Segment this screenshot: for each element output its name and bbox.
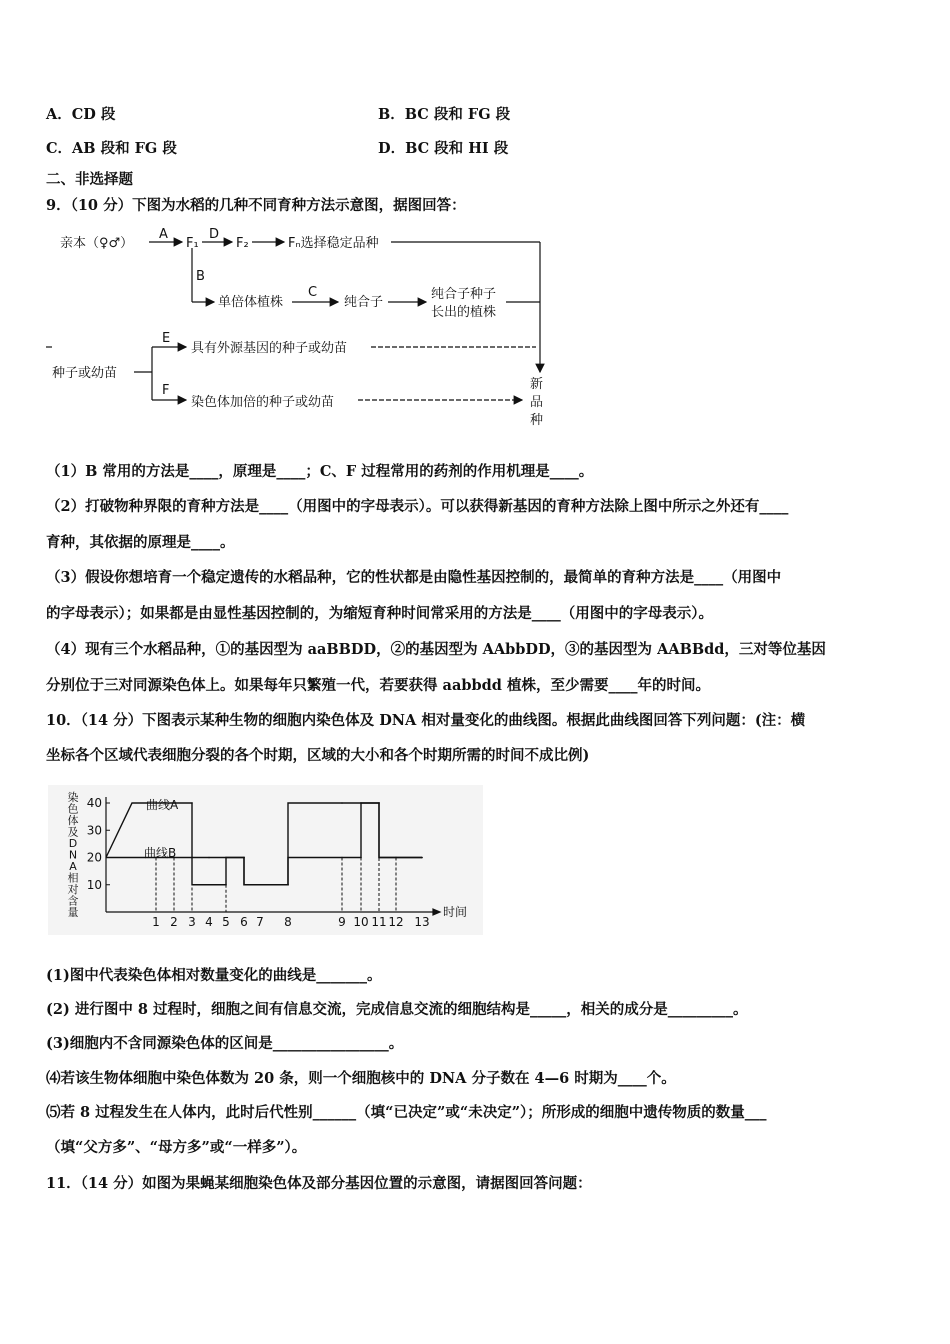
label-a: A [159, 227, 168, 242]
f1-label: F₁ [186, 236, 199, 251]
label-d: D [209, 227, 220, 242]
q10-p5b: （填“父方多”、“母方多”或“一样多”）。 [46, 1139, 307, 1156]
q10-stem-b: 坐标各个区域代表细胞分裂的各个时期，区域的大小和各个时期所需的时间不成比例) [46, 747, 590, 764]
data-point [395, 857, 397, 859]
new-variety-1: 新 [530, 377, 544, 392]
x-tick-label: 4 [205, 915, 213, 929]
x-tick-label: 1 [152, 915, 160, 929]
data-point [360, 857, 362, 859]
data-point [208, 884, 210, 886]
x-tick-label: 7 [256, 915, 264, 929]
q10-stem-a: 10．（14 分）下图表示某种生物的细胞内染色体及 DNA 相对量变化的曲线图。根据此曲线图回答下列问题：(注：横 [46, 712, 806, 729]
data-point [341, 857, 343, 859]
q9-stem: 9．（10 分）下图为水稻的几种不同育种方法示意图，据图回答： [46, 197, 466, 214]
y-tick-label: 20 [86, 850, 102, 865]
pure-seed-label-2: 长出的植株 [431, 305, 497, 320]
y-axis-label-char: 及 [67, 825, 79, 839]
x-tick-label: 8 [284, 915, 292, 929]
x-tick-label: 13 [414, 915, 430, 929]
section-heading: 二、非选择题 [46, 171, 133, 188]
label-e: E [162, 331, 171, 346]
data-point [191, 857, 193, 859]
x-axis-label: 时间 [443, 905, 468, 919]
q11-stem: 11．（14 分）如图为果蝇某细胞染色体及部分基因位置的示意图，请据图回答问题： [46, 1175, 592, 1192]
e-text: 具有外源基因的种子或幼苗 [191, 341, 348, 356]
x-tick-label: 9 [338, 915, 346, 929]
option-c: C．AB 段和 FG 段 [46, 140, 177, 157]
y-tick-label: 30 [86, 823, 102, 838]
option-b: B．BC 段和 FG 段 [378, 106, 511, 123]
y-axis-label-char: A [69, 860, 77, 873]
chromosome-dna-chart [48, 785, 483, 935]
y-axis-label-char: N [68, 848, 78, 862]
q10-p5a: ⑸若 8 过程发生在人体内，此时后代性别______（填“已决定”或“未决定”）；所形成的细胞中遗传物质的数量___ [46, 1104, 767, 1121]
new-variety-3: 种 [530, 413, 544, 428]
q10-p1: (1)图中代表染色体相对数量变化的曲线是_______。 [46, 967, 382, 984]
data-point [259, 884, 261, 886]
x-tick-label: 6 [240, 915, 248, 929]
label-c: C [308, 285, 318, 300]
x-tick-label: 11 [371, 915, 387, 929]
q10-p3: (3)细胞内不含同源染色体的区间是________________。 [46, 1035, 404, 1052]
pure-label: 纯合子 [344, 295, 384, 310]
q9-p2b: 育种，其依据的原理是____。 [46, 534, 235, 551]
data-point [287, 884, 289, 886]
label-f: F [162, 383, 170, 398]
parent-label: 亲本（♀♂） [60, 236, 134, 251]
new-variety-2: 品 [530, 395, 544, 410]
data-point [191, 802, 193, 804]
data-point [378, 802, 380, 804]
q9-p3b: 的字母表示）；如果都是由显性基因控制的，为缩短育种时间常采用的方法是____（用图中的字母表示）。 [46, 605, 713, 622]
data-point [421, 857, 423, 859]
data-point [243, 857, 245, 859]
haploid-label: 单倍体植株 [218, 295, 284, 310]
q10-p2: (2) 进行图中 8 过程时，细胞之间有信息交流，完成信息交流的细胞结构是_____，相关的成分是_________。 [46, 1001, 748, 1018]
legend-curve-a: 曲线A [146, 798, 179, 812]
q9-p4a: （4）现有三个水稻品种，①的基因型为 aaBBDD，②的基因型为 AAbbDD，③的基因型为 AABBdd，三对等位基因 [46, 641, 826, 658]
pure-seed-label-1: 纯合子种子 [431, 287, 497, 302]
option-a: A．CD 段 [46, 106, 116, 123]
data-point [208, 857, 210, 859]
data-point [225, 884, 227, 886]
q10-p4: ⑷若该生物体细胞中染色体数为 20 条，则一个细胞核中的 DNA 分子数在 4—6 时期为____个。 [46, 1070, 676, 1087]
y-axis-label-char: 对 [67, 883, 79, 896]
x-tick-label: 12 [388, 915, 404, 929]
y-axis-label-char: 含 [67, 894, 79, 908]
q9-p2a: （2）打破物种界限的育种方法是____（用图中的字母表示）。可以获得新基因的育种方法除上图中所示之外还有____ [46, 498, 789, 515]
x-tick-label: 5 [222, 915, 230, 929]
y-axis-label-char: 色 [67, 802, 79, 816]
x-tick-label: 2 [170, 915, 178, 929]
y-axis-label-char: 量 [67, 906, 79, 919]
label-b: B [196, 269, 205, 284]
y-tick-label: 10 [86, 877, 102, 892]
x-tick-label: 3 [188, 915, 196, 929]
q9-p1: （1）B 常用的方法是____，原理是____；C、F 过程常用的药剂的作用机理是____。 [46, 463, 594, 480]
q9-p4b: 分别位于三对同源染色体上。如果每年只繁殖一代，若要获得 aabbdd 植株，至少需要____年的时间。 [46, 677, 710, 694]
y-axis-label-char: 体 [67, 814, 79, 827]
data-point [341, 802, 343, 804]
option-d: D．BC 段和 HI 段 [378, 140, 509, 157]
y-axis-label-char: 染 [67, 791, 79, 804]
f-text: 染色体加倍的种子或幼苗 [191, 395, 335, 410]
f2-label: F₂ [236, 236, 249, 251]
breeding-diagram [46, 222, 566, 437]
q9-p3a: （3）假设你想培育一个稳定遗传的水稻品种，它的性状都是由隐性基因控制的，最简单的育种方法是____（用图中 [46, 569, 782, 586]
x-tick-label: 10 [353, 915, 369, 929]
legend-curve-b: 曲线B [144, 846, 177, 860]
fn-label: Fₙ选择稳定品种 [288, 236, 379, 251]
y-axis-label-char: 相 [67, 871, 79, 885]
y-axis-label-char: D [68, 837, 78, 850]
seed-label: 种子或幼苗 [52, 366, 118, 381]
y-tick-label: 40 [86, 796, 102, 810]
